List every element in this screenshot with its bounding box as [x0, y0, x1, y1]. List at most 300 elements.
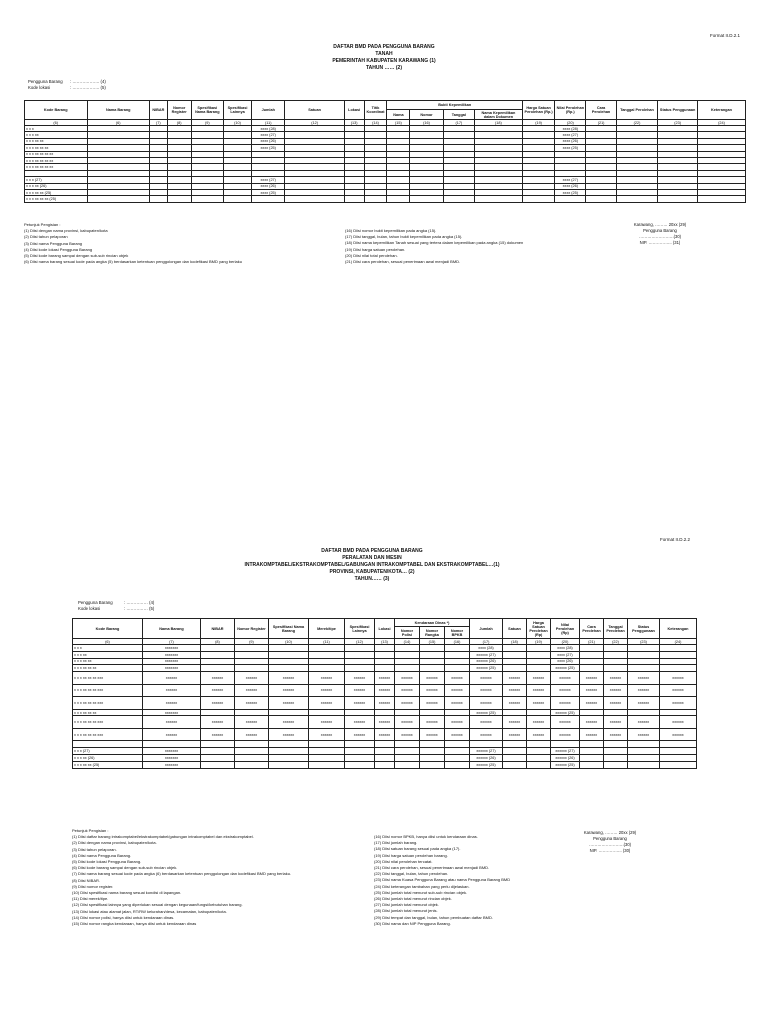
table-cell: xxxxxx — [309, 716, 345, 729]
table-cell — [395, 748, 420, 755]
code-cell: x x x xx xx xx xx — [25, 157, 88, 163]
table-cell — [309, 645, 345, 652]
table-cell — [628, 741, 660, 748]
table-cell — [167, 196, 191, 202]
table-cell: xxxxxx — [445, 716, 470, 729]
meta-label: Kode lokasi — [28, 85, 51, 90]
nilai-cell: xxxxxx — [551, 716, 580, 729]
format-label: Format II.D.2.1 — [710, 33, 741, 38]
table-cell — [235, 755, 269, 762]
table-cell — [420, 709, 445, 716]
table-cell: xxxxxx — [201, 684, 235, 697]
table-cell — [309, 658, 345, 665]
note-item: (3) Diisi tahun pelaporan. — [72, 846, 117, 852]
table-cell: xxxxxx — [345, 684, 375, 697]
table-cell — [395, 665, 420, 672]
col-number: (11) — [309, 639, 345, 645]
doc2-title-line: INTRAKOMPTABEL/EKSTRAKOMPTABEL/GABUNGAN INTRAKOMPTABEL DAN EKSTRAKOMPTABEL…(1) — [244, 562, 500, 568]
table-cell — [586, 196, 616, 202]
table-cell — [345, 709, 375, 716]
col-number: (23) — [658, 120, 698, 126]
jumlah-cell: xxxx (25) — [252, 145, 285, 151]
table-cell: xxxxxx — [235, 716, 269, 729]
nama-cell: xxxxxx — [143, 697, 201, 710]
table-row — [73, 728, 697, 741]
table-cell — [660, 709, 697, 716]
table-cell — [269, 741, 309, 748]
table-cell — [345, 645, 375, 652]
table-cell: xxxxxx — [580, 684, 604, 697]
table-cell — [503, 748, 527, 755]
note-item: (15) Diisi nomor rangka kendaraan, hanya diisi untuk kendaraan dinas — [72, 921, 197, 927]
doc1-signature — [620, 222, 700, 246]
table-cell — [375, 658, 395, 665]
col-header: Lokasi — [344, 101, 364, 120]
jumlah-cell: xxxxxx (25) — [470, 761, 503, 768]
sub-header: Nomor BPKB — [445, 627, 470, 639]
note-item: (8) Diisi NIBAR. — [72, 877, 101, 883]
table-cell: xxxxxx — [345, 697, 375, 710]
table-row — [73, 665, 697, 672]
meta-value: : ………………. (5) — [70, 85, 106, 90]
table-cell — [628, 651, 660, 658]
sub-header: Nama — [387, 110, 410, 120]
nama-cell: xxxxxxx — [143, 665, 201, 672]
table-cell — [527, 748, 551, 755]
signature-line: Pengguna Barang — [593, 836, 627, 841]
col-number: (12) — [345, 639, 375, 645]
table-cell — [309, 741, 345, 748]
table-row — [73, 684, 697, 697]
table-cell — [375, 741, 395, 748]
table-cell — [235, 665, 269, 672]
jumlah-cell: xxxxxx (26) — [470, 658, 503, 665]
table-cell: xxxxxx — [309, 684, 345, 697]
table-cell — [201, 665, 235, 672]
table-cell: xxxxxx — [445, 697, 470, 710]
col-header: Kode Barang — [73, 619, 143, 639]
table-cell — [395, 755, 420, 762]
doc1-title-block — [0, 44, 768, 72]
signature-line: …………………….(30) — [638, 234, 682, 239]
table-cell — [628, 748, 660, 755]
table-cell: xxxxxx — [580, 672, 604, 685]
jumlah-cell: xxxxxx — [470, 684, 503, 697]
table-cell: xxxxxx — [375, 697, 395, 710]
table-cell — [445, 645, 470, 652]
table-row — [25, 196, 746, 202]
table-cell — [285, 196, 344, 202]
sub-header: Nomor — [410, 110, 443, 120]
table-cell: xxxxxx — [235, 728, 269, 741]
meta-label: Pengguna Barang — [78, 600, 113, 605]
note-item: (27) Diisi jumlah total menurut objek. — [374, 902, 439, 908]
table-cell: xxxxxx — [660, 672, 697, 685]
table-cell — [660, 741, 697, 748]
table-cell — [410, 196, 443, 202]
jumlah-cell: xxxx (26) — [252, 138, 285, 144]
table-cell — [445, 665, 470, 672]
col-number: (13) — [344, 120, 364, 126]
table-cell — [269, 755, 309, 762]
table-cell — [580, 665, 604, 672]
note-item: (5) Diisi kode lokasi Pengguna Barang. — [72, 859, 142, 865]
table-cell — [658, 196, 698, 202]
table-cell: xxxxxx — [345, 672, 375, 685]
nama-cell: xxxxxxx — [143, 755, 201, 762]
code-cell: x x x xx xx xx — [73, 709, 143, 716]
col-number: (20) — [551, 639, 580, 645]
table-cell — [604, 665, 628, 672]
col-number: (21) — [586, 120, 616, 126]
table-cell — [345, 741, 375, 748]
table-cell — [235, 645, 269, 652]
note-item: (1) Diisi dengan nama provinsi, kabupaten/kota — [24, 228, 108, 234]
table-cell: xxxxxx — [420, 697, 445, 710]
doc2-title-block — [0, 548, 756, 583]
table-cell — [150, 196, 168, 202]
col-header: Harga Satuan Perolehan (Rp.) — [522, 101, 554, 120]
table-cell — [223, 196, 251, 202]
col-header: Nomor Register — [167, 101, 191, 120]
code-cell: x x x xx (26) — [73, 755, 143, 762]
table-cell — [269, 665, 309, 672]
table-cell: xxxxxx — [420, 672, 445, 685]
code-cell: x x x (27) — [25, 177, 88, 183]
col-number: (10) — [223, 120, 251, 126]
note-item: (2) Diisi tahun pelaporan — [24, 234, 68, 240]
col-header: Satuan — [503, 619, 527, 639]
code-cell: x x x xx xx — [25, 138, 88, 144]
table-cell — [395, 709, 420, 716]
table-cell: xxxxxx — [604, 728, 628, 741]
col-header: Tanggal Perolehan — [604, 619, 628, 639]
table-cell — [269, 651, 309, 658]
note-item: (17) Diisi tanggal, bulan, tahun bukti kepemilikan pada angka (15). — [345, 234, 463, 240]
note-item: (9) Diisi nomor register. — [72, 883, 114, 889]
table-cell — [345, 651, 375, 658]
note-item: (1) Diisi daftar barang intrakomptabel/ekstrakomptabel/gabungan intrakomptabel dan ekstrakomptabel. — [72, 834, 254, 840]
nama-cell — [143, 741, 201, 748]
table-row — [73, 761, 697, 768]
col-header: Keterangan — [697, 101, 745, 120]
col-number: (13) — [375, 639, 395, 645]
nilai-cell: xxxxxx — [551, 697, 580, 710]
doc1-title-line: PEMERINTAH KABUPATEN KARAWANG (1) — [332, 58, 436, 64]
jumlah-cell: xxxxxx — [470, 672, 503, 685]
table-cell — [604, 658, 628, 665]
sub-header: Nomor Polisi — [395, 627, 420, 639]
nilai-cell: xxxx (28) — [555, 126, 586, 132]
table-cell: xxxxxx — [580, 728, 604, 741]
nama-cell: xxxxxx — [143, 684, 201, 697]
col-number: (8) — [167, 120, 191, 126]
table-cell: xxxxxx — [375, 716, 395, 729]
col-header: Status Penggunaan — [658, 101, 698, 120]
note-item: (10) Diisi spesifikasi nama barang sesuai kondisi di lapangan. — [72, 890, 182, 896]
table-cell — [445, 761, 470, 768]
table-cell: xxxxxx — [375, 728, 395, 741]
col-number: (19) — [522, 120, 554, 126]
jumlah-cell: xxxx (28) — [470, 645, 503, 652]
table-cell — [201, 741, 235, 748]
table-cell — [527, 709, 551, 716]
note-item: (6) Diisi nama barang sesuai kode pada angka (5) berdasarkan ketentuan penggolongan dan kodefikasi BMD yang berlaku — [24, 259, 242, 265]
col-header: NIBAR — [201, 619, 235, 639]
doc1-notes-left — [24, 222, 242, 265]
nilai-cell: xxxx (28) — [551, 645, 580, 652]
table-cell: xxxxxx — [420, 716, 445, 729]
table-cell — [345, 761, 375, 768]
col-number: (20) — [555, 120, 586, 126]
table-row — [73, 645, 697, 652]
table-row — [73, 709, 697, 716]
table-cell — [697, 196, 745, 202]
table-cell — [628, 761, 660, 768]
table-cell: xxxxxx — [201, 728, 235, 741]
table-cell — [527, 665, 551, 672]
table-row — [73, 658, 697, 665]
code-cell: x x x xx — [25, 132, 88, 138]
nilai-cell: xxxx (25) — [555, 145, 586, 151]
doc2-meta — [78, 600, 154, 612]
table-row — [73, 651, 697, 658]
table-cell — [345, 755, 375, 762]
code-cell: x x x xx xx (25) — [73, 761, 143, 768]
table-row — [73, 755, 697, 762]
nilai-cell: xxxxxx (25) — [551, 709, 580, 716]
table-cell — [345, 665, 375, 672]
table-cell — [395, 651, 420, 658]
table-cell — [420, 755, 445, 762]
table-cell — [235, 741, 269, 748]
table-cell — [580, 709, 604, 716]
table-cell — [628, 755, 660, 762]
note-item: (12) Diisi spesifikasi lainnya yang diperlukan sesuai dengan kegunaan/fungsi/kebutuhan barang. — [72, 902, 243, 908]
nilai-cell — [555, 196, 586, 202]
table-cell: xxxxxx — [375, 684, 395, 697]
note-item: (28) Diisi jumlah total menurut jenis. — [374, 908, 438, 914]
col-header: Harga Satuan Perolehan (Rp) — [527, 619, 551, 639]
col-header: Jumlah — [470, 619, 503, 639]
col-header: Spesifikasi Lainnya — [345, 619, 375, 639]
table-cell: xxxxxx — [660, 716, 697, 729]
nama-cell: xxxxxxx — [143, 651, 201, 658]
code-cell: x x x xx xx xx xxx — [73, 684, 143, 697]
table-cell — [309, 709, 345, 716]
col-header: Bukti Kepemilikan — [387, 101, 522, 110]
col-header: Satuan — [285, 101, 344, 120]
table-cell — [503, 645, 527, 652]
table-cell — [503, 755, 527, 762]
table-cell — [604, 651, 628, 658]
table-cell — [387, 196, 410, 202]
col-number: (6) — [73, 639, 143, 645]
col-number: (12) — [285, 120, 344, 126]
signature-line: Karawang, ……… 20xx (29) — [633, 222, 687, 227]
code-cell: x x x xx xx xx — [73, 665, 143, 672]
note-item: (20) Diisi nilai perolehan tercatat. — [374, 858, 433, 864]
nilai-cell: xxxx (27) — [551, 651, 580, 658]
table-cell — [503, 761, 527, 768]
table-cell: xxxxxx — [345, 728, 375, 741]
nilai-cell: xxxx (27) — [555, 177, 586, 183]
doc1-title-line: TANAH — [375, 51, 393, 57]
col-header: Cara Perolehan — [586, 101, 616, 120]
table-cell — [344, 196, 364, 202]
table-cell: xxxxxx — [269, 697, 309, 710]
table-cell — [345, 658, 375, 665]
table-cell — [375, 761, 395, 768]
table-cell — [628, 709, 660, 716]
table-cell — [201, 709, 235, 716]
table-cell: xxxxxx — [201, 716, 235, 729]
col-header: Lokasi — [375, 619, 395, 639]
table-cell — [580, 645, 604, 652]
table-cell — [364, 196, 387, 202]
table-cell: xxxxxx — [527, 697, 551, 710]
col-header: Cara Perolehan — [580, 619, 604, 639]
table-cell: xxxxxx — [420, 684, 445, 697]
nilai-cell: xxxx (27) — [555, 132, 586, 138]
sub-header: Nomor Rangka — [420, 627, 445, 639]
table-cell — [580, 761, 604, 768]
table-cell — [201, 755, 235, 762]
nilai-cell: xxxxxx (26) — [551, 755, 580, 762]
table-cell — [201, 645, 235, 652]
col-header: NIBAR — [150, 101, 168, 120]
table-cell: xxxxxx — [604, 716, 628, 729]
table-cell — [309, 665, 345, 672]
table-cell — [527, 658, 551, 665]
code-cell: x x x xx xx xx xxx — [73, 728, 143, 741]
table-cell — [660, 748, 697, 755]
note-item: (17) Diisi jumlah barang. — [374, 840, 418, 846]
table-cell — [375, 709, 395, 716]
table-cell: xxxxxx — [445, 684, 470, 697]
table-cell: xxxxxx — [445, 672, 470, 685]
nama-cell: xxxxxxx — [143, 761, 201, 768]
col-header: Keterangan — [660, 619, 697, 639]
table-cell — [604, 741, 628, 748]
col-header: Status Penggunaan — [628, 619, 660, 639]
col-number: (19) — [527, 639, 551, 645]
col-number: (22) — [604, 639, 628, 645]
col-header: Tanggal Perolehan — [616, 101, 658, 120]
note-item: (14) Diisi nomor polisi, hanya diisi untuk kendaraan dinas. — [72, 914, 175, 920]
table-cell — [420, 741, 445, 748]
table-cell: xxxxxx — [201, 672, 235, 685]
jumlah-cell — [470, 741, 503, 748]
table-cell — [235, 658, 269, 665]
table-row — [73, 748, 697, 755]
table-cell — [474, 196, 522, 202]
table-cell — [375, 748, 395, 755]
col-header: Nilai Perolehan (Rp.) — [555, 101, 586, 120]
table-cell: xxxxxx — [580, 697, 604, 710]
col-header: Nomor Register — [235, 619, 269, 639]
note-item: (3) Diisi nama Pengguna Barang — [24, 240, 83, 246]
col-header: Spesifikasi Nama Barang — [191, 101, 223, 120]
note-item: (16) Diisi nomor bukti kepemilikan pada angka (15). — [345, 228, 437, 233]
nama-cell: xxxxxxx — [143, 709, 201, 716]
note-item: (30) Diisi nama dan NIP Pengguna Barang. — [374, 920, 451, 926]
nilai-cell: xxxxxx — [551, 672, 580, 685]
col-number: (15) — [387, 120, 410, 126]
code-cell: x x x xx — [73, 651, 143, 658]
table-cell: xxxxxx — [235, 684, 269, 697]
table-cell — [395, 741, 420, 748]
note-item: (18) Diisi nama kepemilikan Tanah sesuai yang tertera dalam kepemilikan pada angka (15) dokumen — [345, 240, 524, 246]
doc2-notes-left — [72, 828, 291, 927]
jumlah-cell: xxxxxx — [470, 728, 503, 741]
table-cell — [309, 651, 345, 658]
table-cell: xxxxxx — [628, 716, 660, 729]
table-cell: xxxxxx — [395, 697, 420, 710]
col-number: (14) — [395, 639, 420, 645]
note-item: (6) Diisi kode barang sampai dengan sub-sub rincian objek. — [72, 865, 178, 871]
table-cell — [580, 755, 604, 762]
jumlah-cell: xxxx (27) — [252, 177, 285, 183]
table-cell: xxxxxx — [235, 672, 269, 685]
col-number: (6) — [25, 120, 88, 126]
code-cell: x x x xx xx xx (25) — [25, 196, 88, 202]
table-cell — [503, 709, 527, 716]
note-item: (21) Diisi cara perolehan, sesuai penerimaan awal menjadi BMD. — [345, 259, 461, 265]
table-cell — [269, 658, 309, 665]
table-cell — [309, 761, 345, 768]
table-row — [73, 672, 697, 685]
col-number: (17) — [443, 120, 474, 126]
nama-cell: xxxxxx — [143, 672, 201, 685]
code-cell: x x x xx xx (25) — [25, 189, 88, 195]
jumlah-cell: xxxx (27) — [252, 132, 285, 138]
code-cell: x x x xx xx xx xxx — [73, 697, 143, 710]
doc2-title-line: PROVINSI, KABUPATEN/KOTA… (2) — [329, 569, 415, 575]
table-cell — [375, 665, 395, 672]
code-cell: x x x xx xx xx xxx — [73, 716, 143, 729]
nilai-cell: xxxx (26) — [555, 138, 586, 144]
nama-cell: xxxxxx — [143, 716, 201, 729]
nilai-cell: xxxxxx (25) — [551, 665, 580, 672]
code-cell — [73, 741, 143, 748]
note-item: (20) Diisi nilai total perolehan. — [345, 252, 398, 258]
jumlah-cell: xxxxxx (25) — [470, 709, 503, 716]
table-cell — [395, 645, 420, 652]
table-cell: xxxxxx — [503, 672, 527, 685]
note-item: (13) Diisi lokasi atau alamat jalan, RT/RW kelurahan/desa, kecamatan, kabupaten/kota. — [72, 908, 227, 914]
col-number: (24) — [697, 120, 745, 126]
jumlah-cell: xxxxxx — [470, 697, 503, 710]
table-cell — [503, 651, 527, 658]
notes-title: Petunjuk Pengisian : — [72, 828, 109, 833]
table-cell: xxxxxx — [527, 684, 551, 697]
table-cell — [235, 748, 269, 755]
table-cell — [660, 658, 697, 665]
table-cell — [420, 658, 445, 665]
table-cell — [522, 196, 554, 202]
table-cell — [420, 651, 445, 658]
note-item: (23) Diisi nama Kuasa Pengguna Barang atau nama Pengguna Barang BMD — [374, 877, 511, 883]
table-cell — [527, 741, 551, 748]
table-cell: xxxxxx — [604, 697, 628, 710]
meta-value: : …………… (4) — [124, 600, 155, 605]
table-cell — [201, 748, 235, 755]
code-cell: x x x — [25, 126, 88, 132]
nilai-cell — [551, 741, 580, 748]
table-cell — [201, 761, 235, 768]
table-cell — [420, 748, 445, 755]
